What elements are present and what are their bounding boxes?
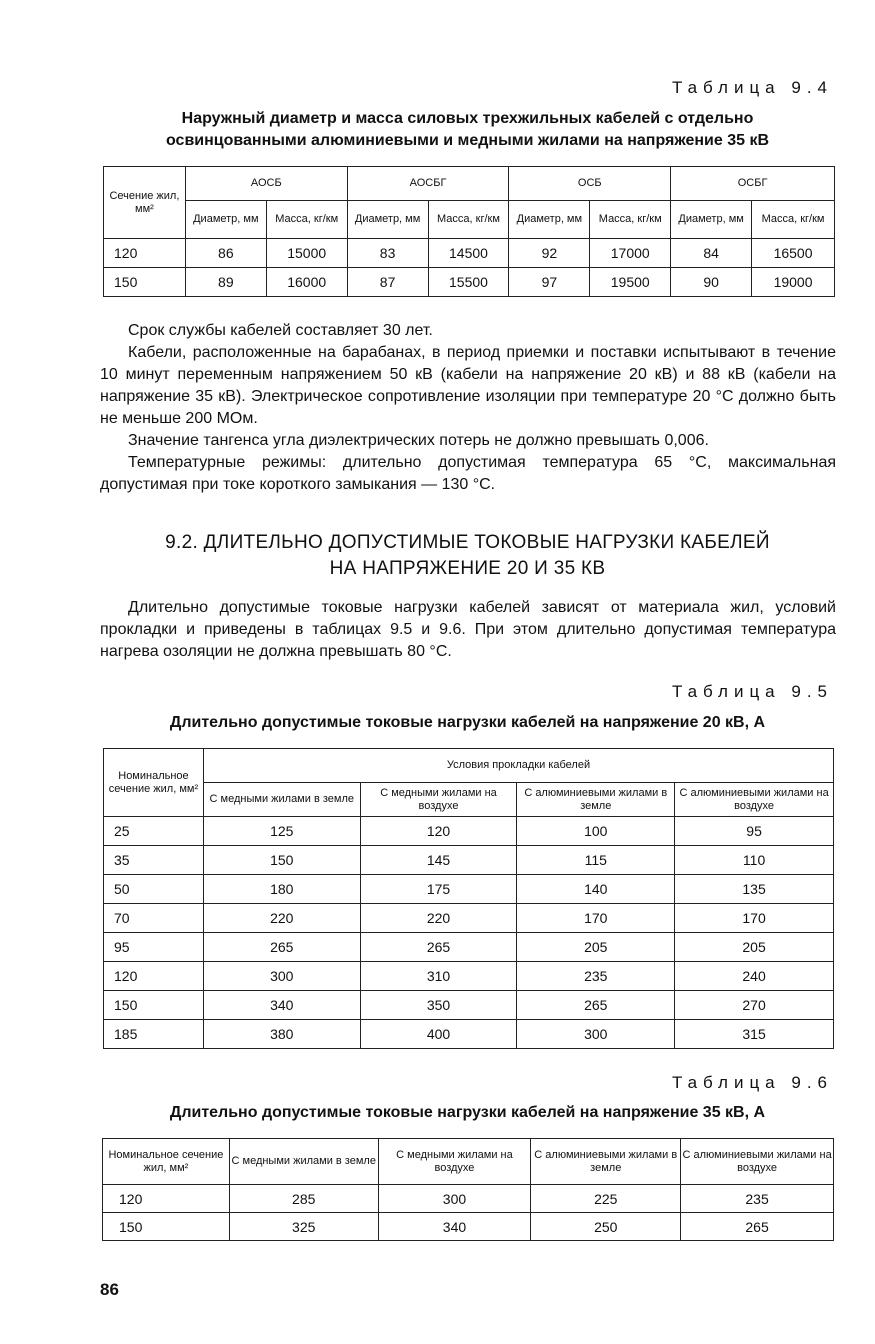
table-cell: 35 [104,846,204,875]
table-9-4-sub-header: Масса, кг/км [266,201,347,239]
table-9-4-sub-header: Диаметр, мм [671,201,752,239]
table-9-4-sub-header: Диаметр, мм [347,201,428,239]
table-cell: 170 [517,904,675,933]
table-9-5-column-header: С алюминиевыми жилами на воздухе [675,783,834,817]
table-9-4-sub-header: Масса, кг/км [428,201,509,239]
table-cell: 100 [517,817,675,846]
table-9-6-column-header: С медными жилами в земле [229,1139,378,1185]
table-cell: 350 [360,991,517,1020]
table-cell: 16000 [266,268,347,297]
table-cell: 120 [103,1185,230,1213]
table-row [104,268,835,297]
table-cell: 300 [378,1185,531,1213]
table-9-4-group-header: АОСБ [185,167,347,201]
table-9-5-column-header: С алюминиевыми жилами в земле [517,783,675,817]
section-heading-line1: 9.2. ДЛИТЕЛЬНО ДОПУСТИМЫЕ ТОКОВЫЕ НАГРУЗКИ КАБЕЛЕЙ [165,532,770,553]
table-9-5 [103,748,834,1049]
table-9-4-group-header: ОСБ [509,167,671,201]
table-cell: 140 [517,875,675,904]
table-9-4 [103,166,835,297]
table-9-6 [102,1138,834,1241]
table-row [104,1020,834,1049]
table-row [104,933,834,962]
table-9-4-caption-line1: Наружный диаметр и масса силовых трехжильных кабелей с отдельно [181,110,754,127]
table-9-4-number: Таблица 9.4 [671,78,833,97]
table-cell: 150 [103,1213,230,1241]
paragraph-testing: Кабели, расположенные на барабанах, в период приемки и поставки испытывают в течение 10 минут переменным напряжением 50 кВ (кабели на напряжение 20 кВ) и 88 кВ (кабели на напряжение 35 кВ). Электрическое сопротивление изоляции при температуре 20 °С должно быть не меньше 200 МОм. [100,344,836,427]
table-9-4-sub-header: Масса, кг/км [752,201,835,239]
table-9-4-group-header: АОСБГ [347,167,509,201]
table-cell: 180 [203,875,360,904]
table-cell: 300 [203,962,360,991]
table-row [104,962,834,991]
table-9-5-number: Таблица 9.5 [671,682,833,701]
table-cell: 125 [203,817,360,846]
table-cell: 92 [509,239,590,268]
table-cell: 70 [104,904,204,933]
section-text: Длительно допустимые токовые нагрузки кабелей зависят от материала жил, условий прокладки и приведены в таблицах 9.5 и 9.6. При этом длительно допустимая температура нагрева озоляции не должна превышать 80 °С. [100,599,836,660]
section-heading-line2: НА НАПРЯЖЕНИЕ 20 И 35 КВ [329,558,606,579]
table-cell: 135 [675,875,834,904]
table-cell: 175 [360,875,517,904]
table-9-6-caption: Длительно допустимые токовые нагрузки кабелей на напряжение 35 кВ, А [169,1104,766,1121]
table-cell: 83 [347,239,428,268]
table-cell: 97 [509,268,590,297]
table-cell: 315 [675,1020,834,1049]
paragraph-temperature: Температурные режимы: длительно допустимая температура 65 °С, максимальная допустимая при токе короткого замыкания — 130 °С. [100,454,836,493]
table-cell: 220 [360,904,517,933]
table-row [103,1185,834,1213]
table-9-4-section-header: Сечение жил, мм² [104,167,186,239]
table-row [104,904,834,933]
table-cell: 25 [104,817,204,846]
paragraph-service-life: Срок службы кабелей составляет 30 лет. [128,322,433,339]
body-text [100,320,836,496]
table-9-4-caption [100,108,835,152]
table-9-4-sub-header: Масса, кг/км [590,201,671,239]
table-cell: 15000 [266,239,347,268]
table-9-6-column-header: С медными жилами на воздухе [378,1139,531,1185]
table-cell: 19500 [590,268,671,297]
table-cell: 150 [104,268,186,297]
table-cell: 17000 [590,239,671,268]
table-cell: 220 [203,904,360,933]
table-cell: 185 [104,1020,204,1049]
table-9-4-sub-header: Диаметр, мм [509,201,590,239]
table-row [103,1213,834,1241]
table-cell: 95 [104,933,204,962]
table-cell: 16500 [752,239,835,268]
table-cell: 15500 [428,268,509,297]
table-9-6-column-header: С алюминиевыми жилами на воздухе [681,1139,834,1185]
table-9-4-group-header: ОСБГ [671,167,835,201]
table-cell: 87 [347,268,428,297]
table-cell: 84 [671,239,752,268]
table-cell: 340 [203,991,360,1020]
table-row [104,846,834,875]
table-cell: 265 [517,991,675,1020]
page-number: 86 [100,1280,119,1299]
table-cell: 235 [517,962,675,991]
table-row [104,239,835,268]
table-cell: 285 [229,1185,378,1213]
table-cell: 265 [681,1213,834,1241]
table-cell: 120 [104,962,204,991]
table-9-4-sub-header: Диаметр, мм [185,201,266,239]
table-cell: 340 [378,1213,531,1241]
table-cell: 265 [203,933,360,962]
section-heading [100,530,835,582]
table-9-5-column-header: С медными жилами на воздухе [360,783,517,817]
table-cell: 235 [681,1185,834,1213]
table-cell: 90 [671,268,752,297]
table-9-5-group-header: Условия прокладки кабелей [203,749,833,783]
table-cell: 145 [360,846,517,875]
table-row [104,817,834,846]
table-cell: 170 [675,904,834,933]
table-9-4-caption-line2: освинцованными алюминиевыми и медными жилами на напряжение 35 кВ [165,132,770,149]
table-9-6-section-header: Номинальное сечение жил, мм² [103,1139,230,1185]
table-cell: 205 [675,933,834,962]
table-cell: 14500 [428,239,509,268]
table-9-6-column-header: С алюминиевыми жилами в земле [531,1139,681,1185]
table-cell: 300 [517,1020,675,1049]
table-9-5-column-header: С медными жилами в земле [203,783,360,817]
table-cell: 50 [104,875,204,904]
table-cell: 120 [360,817,517,846]
table-cell: 150 [203,846,360,875]
table-cell: 95 [675,817,834,846]
table-cell: 265 [360,933,517,962]
table-cell: 325 [229,1213,378,1241]
table-cell: 120 [104,239,186,268]
table-row [104,875,834,904]
table-cell: 270 [675,991,834,1020]
table-cell: 225 [531,1185,681,1213]
table-cell: 400 [360,1020,517,1049]
table-cell: 150 [104,991,204,1020]
table-cell: 115 [517,846,675,875]
table-9-5-section-header: Номинальное сечение жил, мм² [104,749,204,817]
table-cell: 380 [203,1020,360,1049]
table-cell: 89 [185,268,266,297]
table-9-5-caption: Длительно допустимые токовые нагрузки кабелей на напряжение 20 кВ, А [169,714,766,731]
table-cell: 110 [675,846,834,875]
table-cell: 240 [675,962,834,991]
table-9-6-number: Таблица 9.6 [671,1073,833,1092]
table-row [104,991,834,1020]
table-cell: 19000 [752,268,835,297]
table-cell: 86 [185,239,266,268]
table-cell: 310 [360,962,517,991]
table-cell: 250 [531,1213,681,1241]
table-cell: 205 [517,933,675,962]
paragraph-tangent: Значение тангенса угла диэлектрических потерь не должно превышать 0,006. [128,432,709,449]
